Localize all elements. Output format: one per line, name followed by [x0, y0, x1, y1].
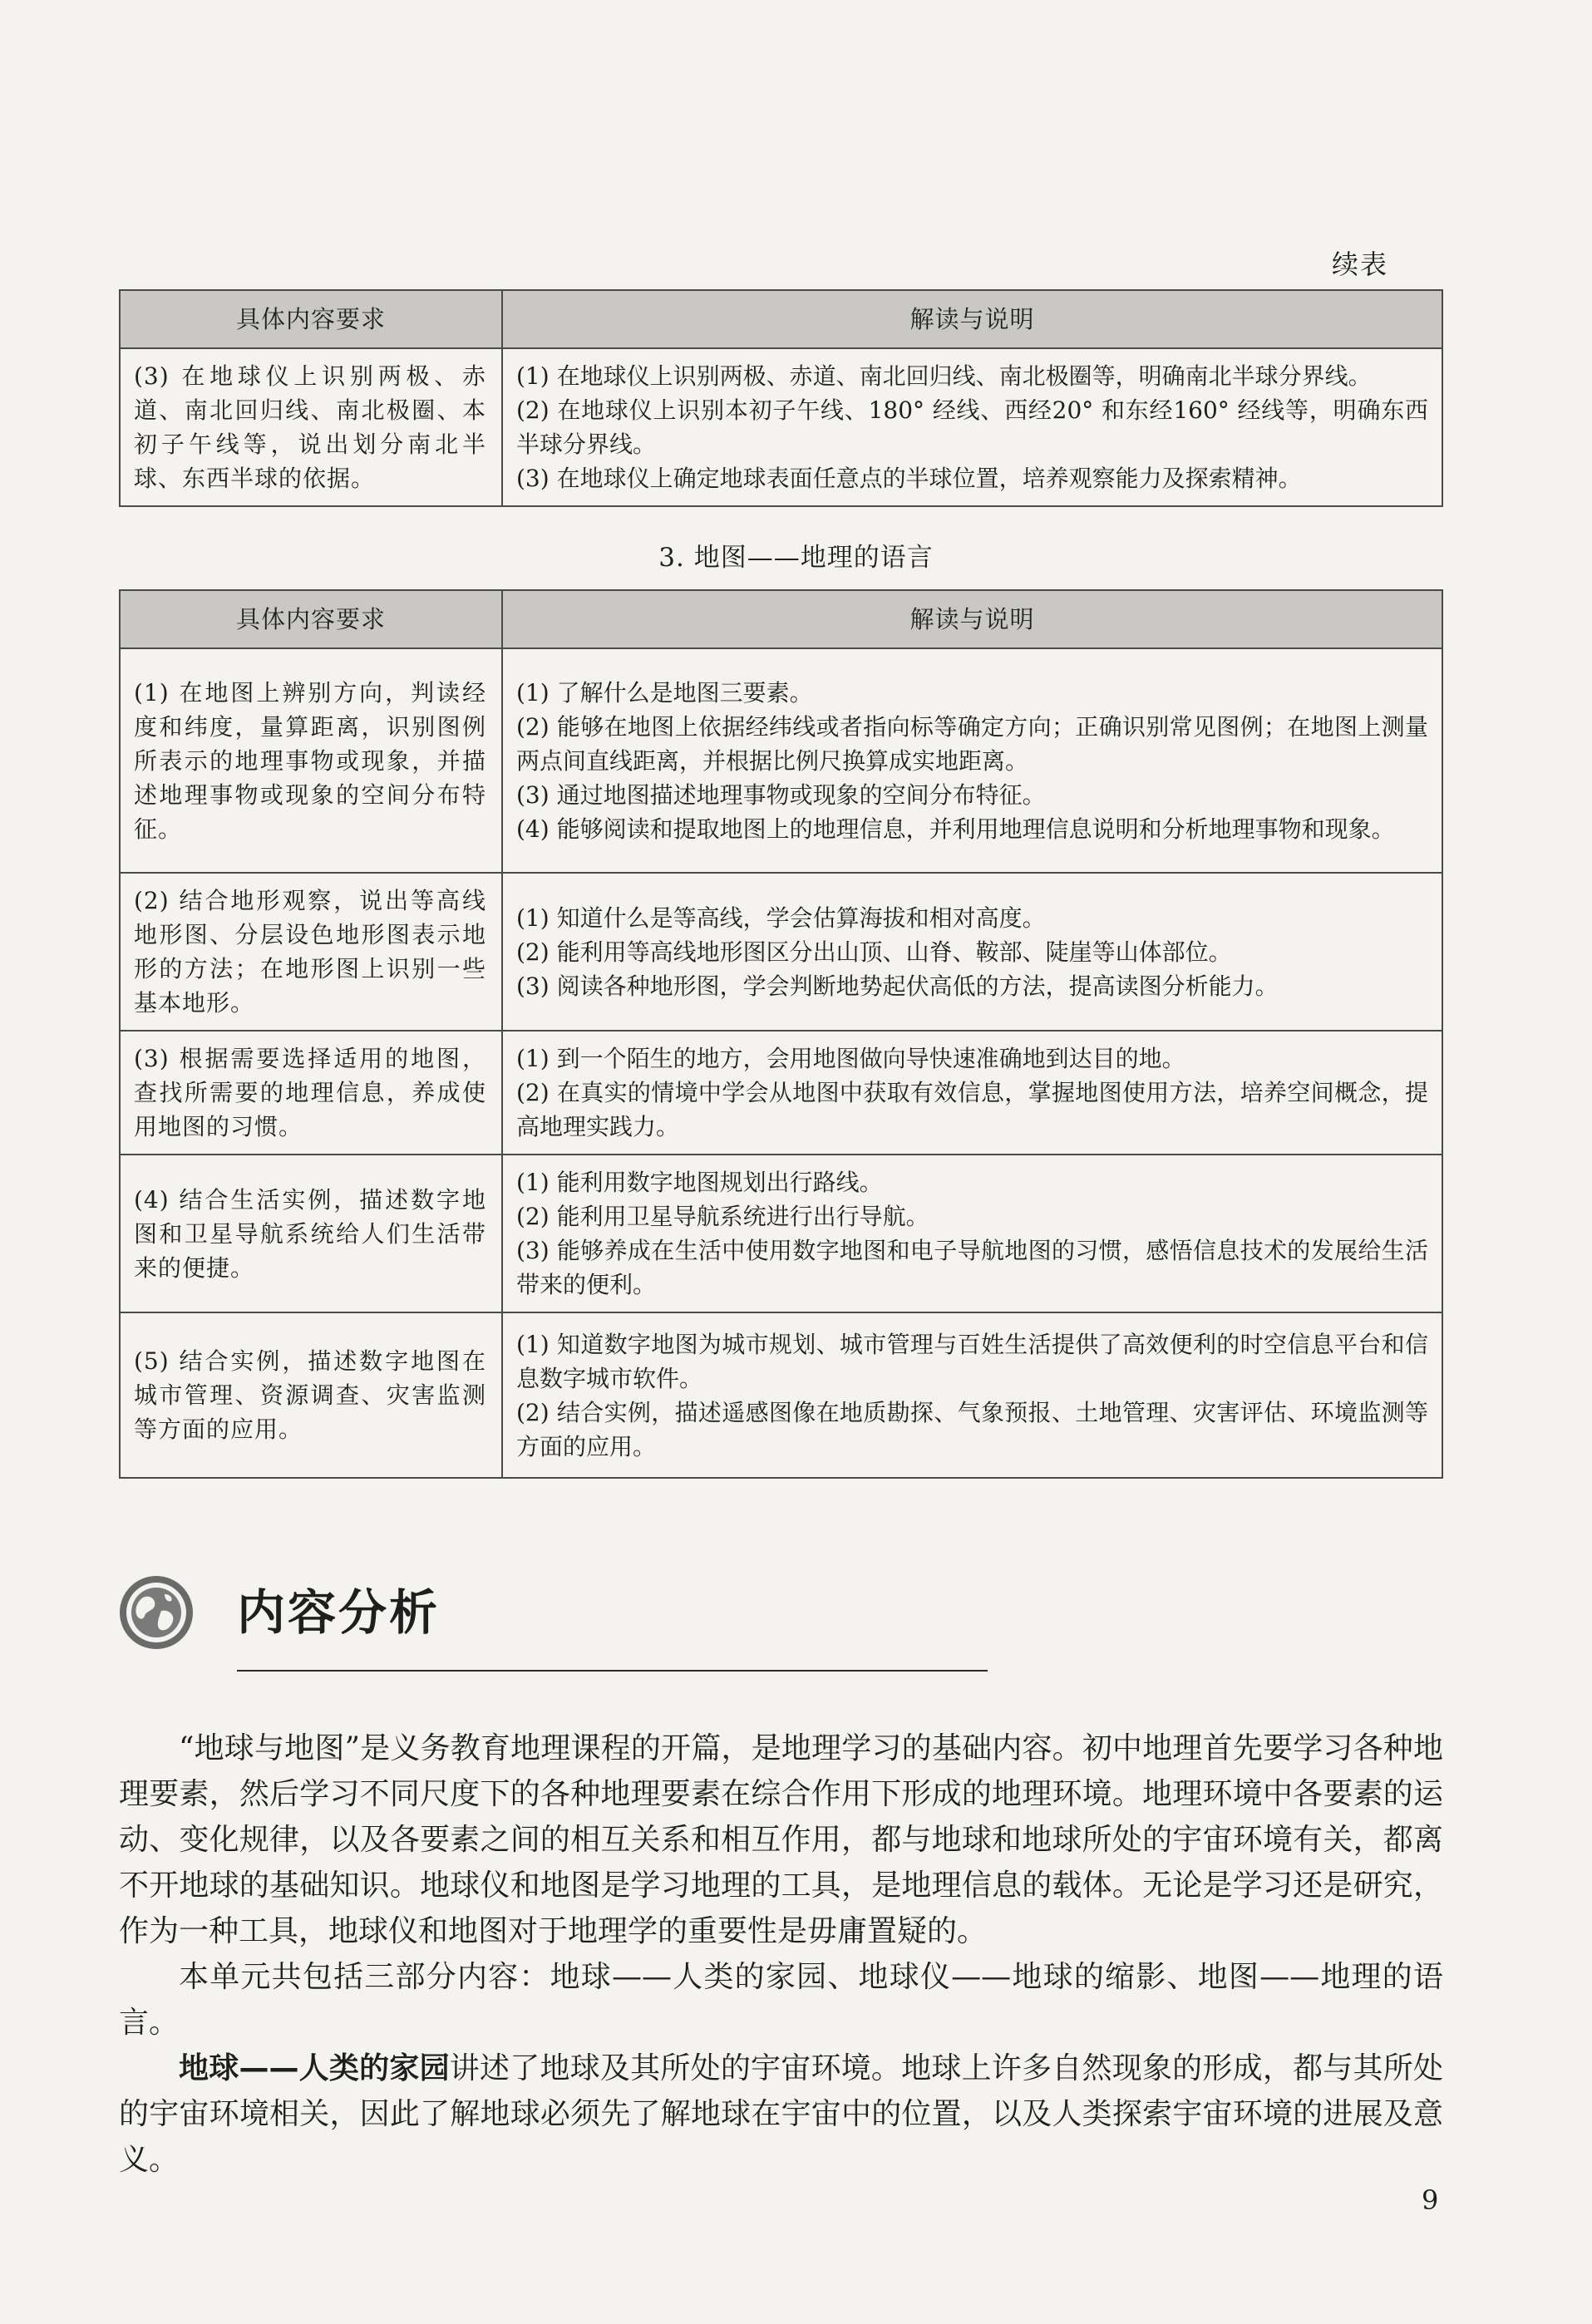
- table-row: [120, 348, 1442, 506]
- note-line: (3) 通过地图描述地理事物或现象的空间分布特征。: [516, 780, 1046, 809]
- table-row: [120, 1031, 1442, 1155]
- notes-cell: [502, 1155, 1442, 1312]
- notes-cell: [502, 648, 1442, 873]
- header-interpretation: 解读与说明: [502, 590, 1442, 648]
- note-line: (2) 能够在地图上依据经纬线或者指向标等确定方向；正确识别常见图例；在地图上测量两点间直线距离，并根据比例尺换算成实地距离。: [516, 712, 1428, 775]
- requirements-table-continued: [119, 289, 1443, 507]
- note-line: (1) 到一个陌生的地方，会用地图做向导快速准确地到达目的地。: [516, 1045, 1185, 1072]
- note-line: (2) 能利用等高线地形图区分出山顶、山脊、鞍部、陡崖等山体部位。: [516, 938, 1232, 966]
- requirement-cell: (5) 结合实例，描述数字地图在城市管理、资源调查、灾害监测等方面的应用。: [120, 1312, 502, 1478]
- header-content-requirements: 具体内容要求: [120, 590, 502, 648]
- note-line: (1) 知道什么是等高线，学会估算海拔和相对高度。: [516, 904, 1046, 932]
- table-row: [120, 648, 1442, 873]
- note-line: (3) 阅读各种地形图，学会判断地势起伏高低的方法，提高读图分析能力。: [516, 972, 1279, 1000]
- requirement-cell: (1) 在地图上辨别方向，判读经度和纬度，量算距离，识别图例所表示的地理事物或现象，并描述地理事物或现象的空间分布特征。: [120, 648, 502, 873]
- note-line: (3) 在地球仪上确定地球表面任意点的半球位置，培养观察能力及探索精神。: [516, 465, 1302, 492]
- section-heading: 内容分析: [237, 1584, 441, 1641]
- header-interpretation: 解读与说明: [502, 290, 1442, 348]
- heading-underline: [237, 1670, 988, 1672]
- table-header-row: [120, 290, 1442, 348]
- notes-cell: [502, 1312, 1442, 1478]
- note-line: (3) 能够养成在生活中使用数字地图和电子导航地图的习惯，感悟信息技术的发展给生活带来的便利。: [516, 1237, 1428, 1298]
- table-header-row: [120, 590, 1442, 648]
- page-number: 9: [1422, 2184, 1439, 2216]
- note-line: (4) 能够阅读和提取地图上的地理信息，并利用地理信息说明和分析地理事物和现象。: [516, 815, 1395, 843]
- paragraph-text: 讲述了地球及其所处的宇宙环境。地球上许多自然现象的形成，都与其所处的宇宙环境相关，因此了解地球必须先了解地球在宇宙中的位置，以及人类探索宇宙环境的进展及意义。: [119, 2051, 1443, 2177]
- paragraph: “地球与地图”是义务教育地理课程的开篇，是地理学习的基础内容。初中地理首先要学习各种地理要素，然后学习不同尺度下的各种地理要素在综合作用下形成的地理环境。地理环境中各要素的运动、变化规律，以及各要素之间的相互关系和相互作用，都与地球和地球所处的宇宙环境有关，都离不开地球的基础知识。地球仪和地图是学习地理的工具，是地理信息的载体。无论是学习还是研究，作为一种工具，地球仪和地图对于地理学的重要性是毋庸置疑的。: [119, 1731, 1443, 1948]
- requirement-cell: (4) 结合生活实例，描述数字地图和卫星导航系统给人们生活带来的便捷。: [120, 1155, 502, 1312]
- note-line: (2) 结合实例，描述遥感图像在地质勘探、气象预报、土地管理、灾害评估、环境监测等方面的应用。: [516, 1398, 1428, 1460]
- note-line: (1) 知道数字地图为城市规划、城市管理与百姓生活提供了高效便利的时空信息平台和信息数字城市软件。: [516, 1330, 1428, 1392]
- notes-cell: [502, 1031, 1442, 1155]
- requirement-cell: (3) 在地球仪上识别两极、赤道、南北回归线、南北极圈、本初子午线等，说出划分南北半球、东西半球的依据。: [120, 348, 502, 506]
- requirement-cell: (3) 根据需要选择适用的地图，查找所需要的地理信息，养成使用地图的习惯。: [120, 1031, 502, 1155]
- paragraph: 本单元共包括三部分内容：地球——人类的家园、地球仪——地球的缩影、地图——地理的语言。: [119, 1960, 1443, 2040]
- header-content-requirements: 具体内容要求: [120, 290, 502, 348]
- section-caption: 3. 地图——地理的语言: [658, 543, 934, 573]
- note-line: (1) 了解什么是地图三要素。: [516, 678, 813, 707]
- note-line: (1) 能利用数字地图规划出行路线。: [516, 1169, 883, 1196]
- map-requirements-table: [119, 589, 1443, 1479]
- table-row: [120, 1312, 1442, 1478]
- body-text: [119, 1726, 1443, 2183]
- notes-cell: [502, 348, 1442, 506]
- note-line: (2) 在地球仪上识别本初子午线、180° 经线、西经20° 和东经160° 经线等，明确东西半球分界线。: [516, 396, 1428, 458]
- requirement-cell: (2) 结合地形观察，说出等高线地形图、分层设色地形图表示地形的方法；在地形图上识别一些基本地形。: [120, 873, 502, 1031]
- note-line: (1) 在地球仪上识别两极、赤道、南北回归线、南北极圈等，明确南北半球分界线。: [516, 362, 1372, 390]
- bold-term: 地球——人类的家园: [179, 2051, 450, 2085]
- globe-icon: [118, 1574, 195, 1651]
- paragraph: [119, 2046, 1443, 2183]
- note-line: (2) 能利用卫星导航系统进行出行导航。: [516, 1203, 929, 1230]
- table-row: [120, 873, 1442, 1031]
- notes-cell: [502, 873, 1442, 1031]
- continued-table-label: 续表: [1332, 249, 1389, 280]
- note-line: (2) 在真实的情境中学会从地图中获取有效信息，掌握地图使用方法，培养空间概念，提高地理实践力。: [516, 1079, 1428, 1140]
- table-row: [120, 1155, 1442, 1312]
